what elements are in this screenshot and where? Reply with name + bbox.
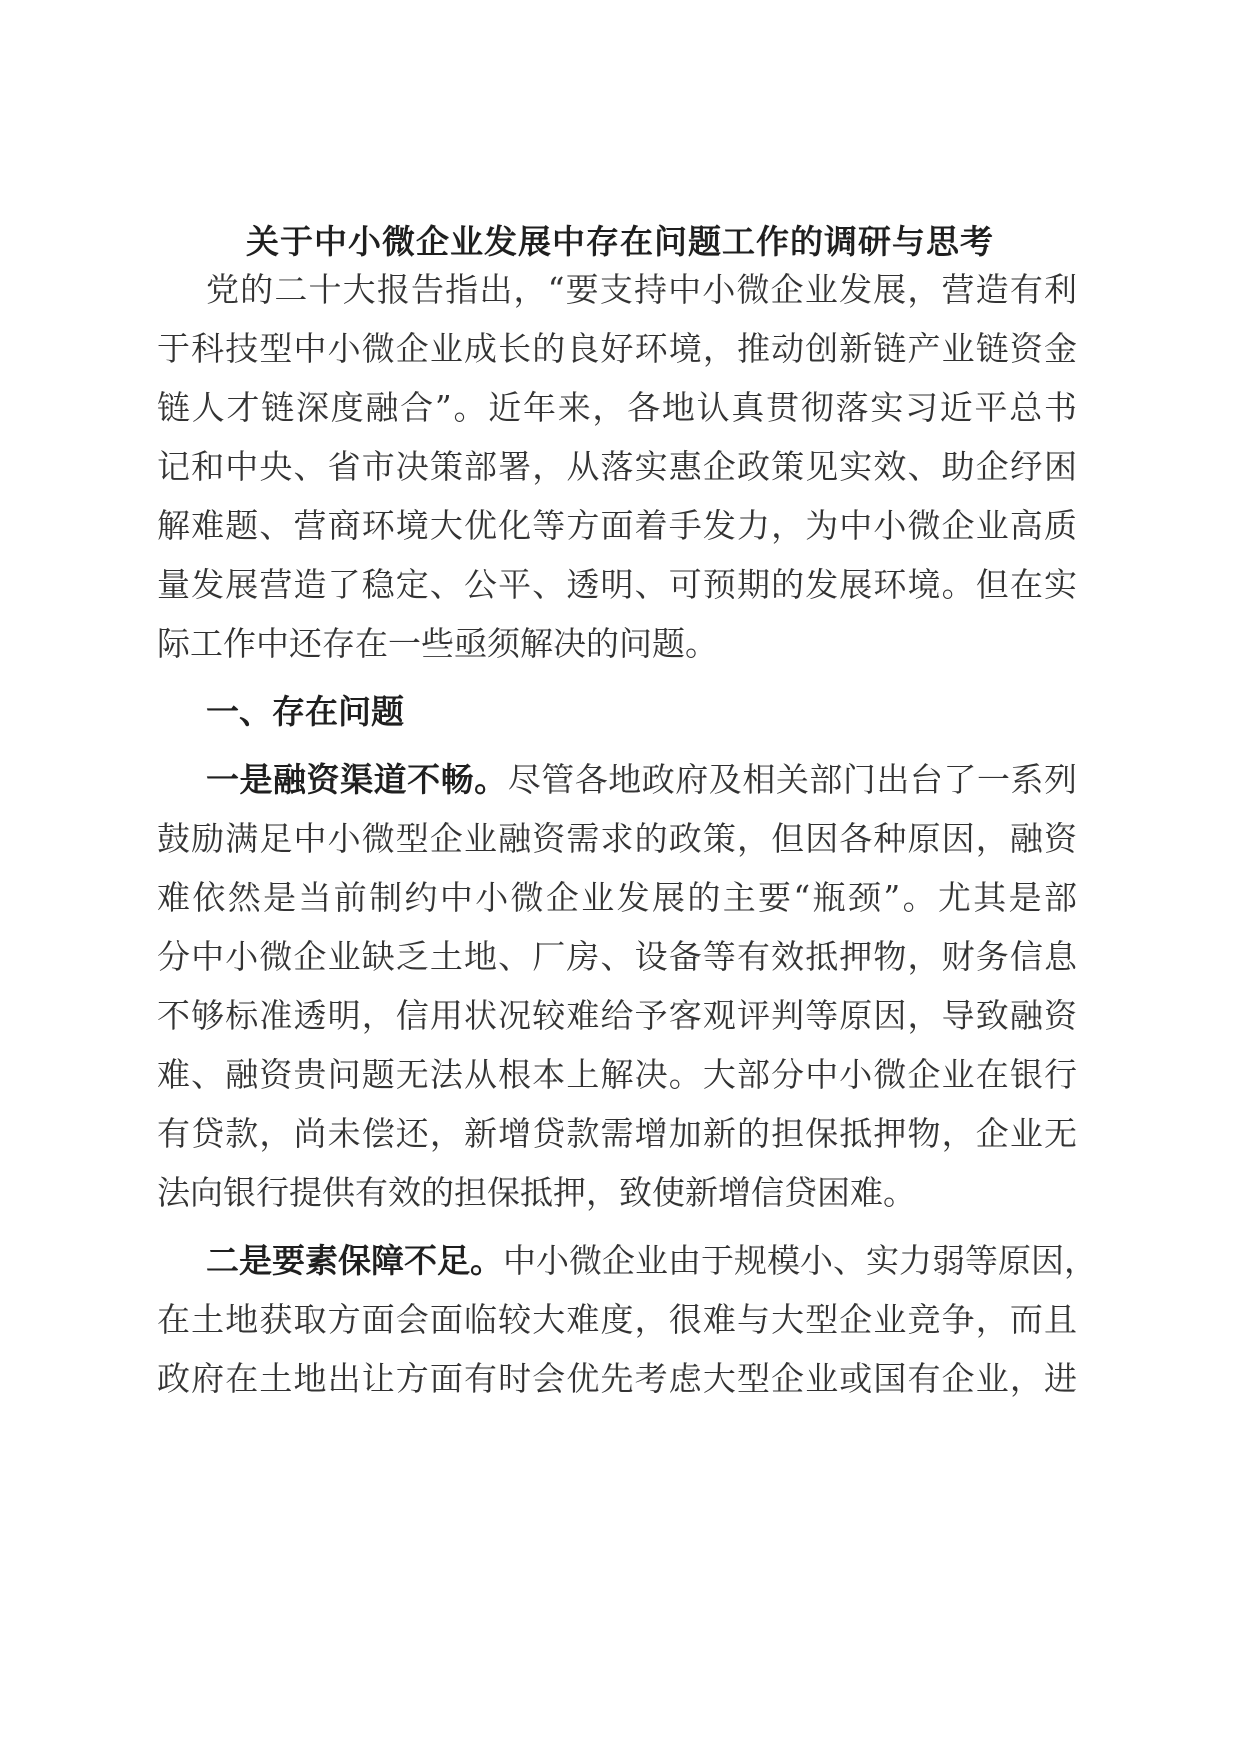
section-heading: 一、存在问题 bbox=[206, 692, 404, 731]
point1-line: 有贷款，尚未偿还，新增贷款需增加新的担保抵押物，企业无 bbox=[157, 1114, 1077, 1153]
intro-line: 于科技型中小微企业成长的良好环境，推动创新链产业链资金 bbox=[157, 329, 1077, 368]
intro-line: 解难题、营商环境大优化等方面着手发力，为中小微企业高质 bbox=[157, 506, 1077, 545]
point1-first-line bbox=[206, 758, 1077, 802]
point2-line: 政府在土地出让方面有时会优先考虑大型企业或国有企业，进 bbox=[157, 1359, 1077, 1398]
point1-line: 难、融资贵问题无法从根本上解决。大部分中小微企业在银行 bbox=[157, 1055, 1077, 1094]
point2-lead: 二是要素保障不足。 bbox=[206, 1241, 503, 1280]
intro-line: 记和中央、省市决策部署，从落实惠企政策见实效、助企纾困 bbox=[157, 447, 1077, 486]
intro-line: 链人才链深度融合”。近年来，各地认真贯彻落实习近平总书 bbox=[157, 388, 1077, 427]
point1-lead: 一是融资渠道不畅。 bbox=[206, 760, 508, 799]
point1-line: 难依然是当前制约中小微企业发展的主要“瓶颈”。尤其是部 bbox=[157, 878, 1077, 917]
document-title: 关于中小微企业发展中存在问题工作的调研与思考 bbox=[246, 222, 994, 261]
point1-first-rest: 尽管各地政府及相关部门出台了一系列 bbox=[507, 760, 1078, 799]
intro-line: 量发展营造了稳定、公平、透明、可预期的发展环境。但在实 bbox=[157, 565, 1077, 604]
point1-line: 分中小微企业缺乏土地、厂房、设备等有效抵押物，财务信息 bbox=[157, 937, 1077, 976]
intro-line: 党的二十大报告指出，“要支持中小微企业发展，营造有利 bbox=[206, 270, 1077, 309]
point1-line: 鼓励满足中小微型企业融资需求的政策，但因各种原因，融资 bbox=[157, 819, 1077, 858]
point2-line: 在土地获取方面会面临较大难度，很难与大型企业竞争，而且 bbox=[157, 1300, 1077, 1339]
intro-line: 际工作中还存在一些亟须解决的问题。 bbox=[157, 624, 718, 663]
point2-first-line bbox=[206, 1239, 1097, 1283]
point1-line: 法向银行提供有效的担保抵押，致使新增信贷困难。 bbox=[157, 1173, 916, 1212]
point1-line: 不够标准透明，信用状况较难给予客观评判等原因，导致融资 bbox=[157, 996, 1077, 1035]
point2-first-rest: 中小微企业由于规模小、实力弱等原因， bbox=[503, 1241, 1097, 1280]
